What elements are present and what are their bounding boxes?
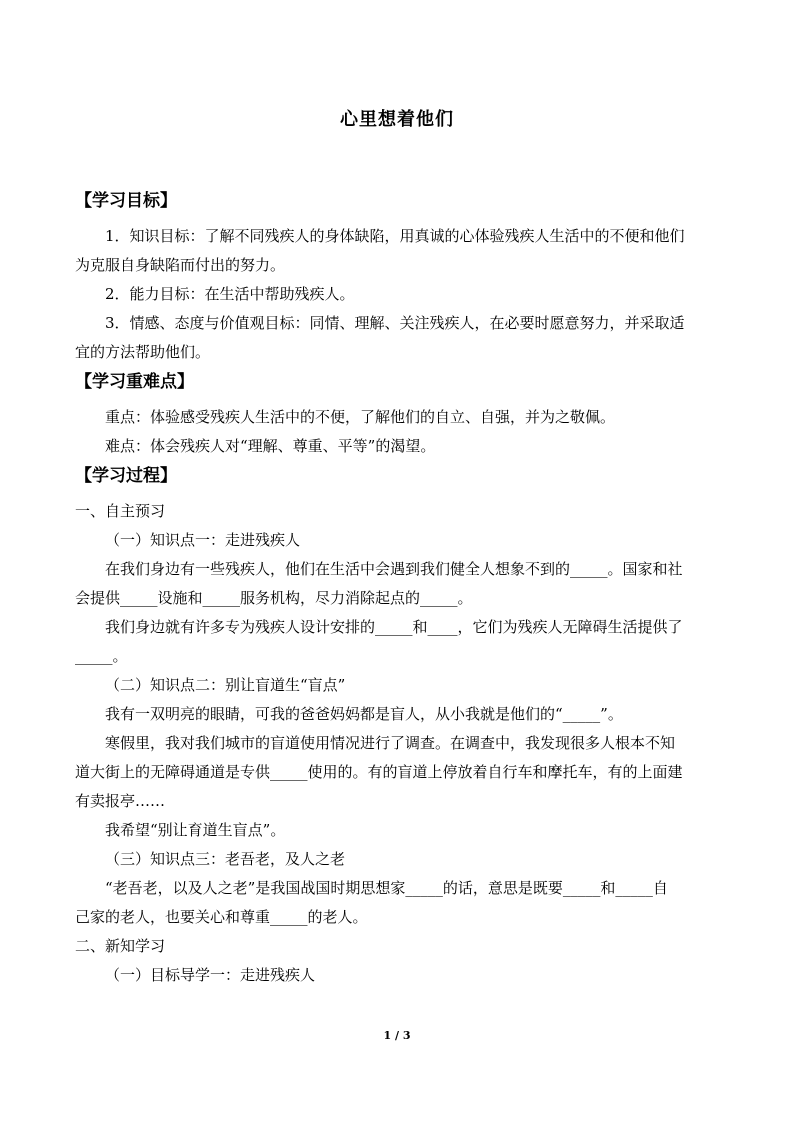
- section-heading-process: 【学习过程】: [75, 466, 177, 486]
- difficult-point: 难点：体会残疾人对“理解、尊重、平等”的渴望。: [105, 437, 436, 455]
- knowledge-2-para-3: 我希望“别让育道生盲点”。: [105, 821, 286, 839]
- knowledge-2-para-2-line-2: 道大街上的无障碍通道是专供_____使用的。有的盲道上停放着自行车和摩托车，有的上面建: [75, 763, 683, 781]
- key-point: 重点：体验感受残疾人生活中的不便，了解他们的自立、自强，并为之敬佩。: [105, 408, 616, 426]
- page-number: 1 / 3: [383, 1029, 411, 1042]
- knowledge-2-para-1: 我有一双明亮的眼睛，可我的爸爸妈妈都是盲人，从小我就是他们的“_____”。: [105, 705, 623, 723]
- knowledge-3-title: （三）知识点三：老吾老，及人之老: [105, 850, 346, 868]
- knowledge-2-para-2-line-3: 有卖报亭……: [75, 792, 166, 810]
- goal-3-line-1: 3．情感、态度与价值观目标：同情、理解、关注残疾人，在必要时愿意努力，并采取适: [105, 314, 685, 332]
- goal-3-line-2: 宜的方法帮助他们。: [75, 343, 211, 361]
- knowledge-3-para-1-line-1: “老吾老，以及人之老”是我国战国时期思想家_____的话，意思是既要_____和_____自: [105, 879, 668, 897]
- guide-1-title: （一）目标导学一：走进残疾人: [105, 966, 316, 984]
- goal-1-line-1: 1．知识目标：了解不同残疾人的身体缺陷，用真诚的心体验残疾人生活中的不便和他们: [105, 227, 685, 245]
- part-1-title: 一、自主预习: [75, 502, 166, 520]
- knowledge-1-para-1-line-2: 会提供_____设施和_____服务机构，尽力消除起点的_____。: [75, 589, 473, 607]
- section-heading-goals: 【学习目标】: [75, 191, 177, 211]
- knowledge-3-para-1-line-2: 己家的老人，也要关心和尊重_____的老人。: [75, 908, 368, 926]
- document-body: [75, 186, 725, 990]
- knowledge-1-para-2-line-1: 我们身边就有许多专为残疾人设计安排的_____和____，它们为残疾人无障碍生活提供了: [105, 618, 683, 636]
- knowledge-1-title: （一）知识点一：走进残疾人: [105, 531, 301, 549]
- knowledge-1-para-2-line-2: _____。: [75, 647, 128, 665]
- knowledge-2-title: （二）知识点二：别让盲道生“盲点”: [105, 676, 346, 694]
- section-heading-key-points: 【学习重难点】: [75, 372, 194, 392]
- goal-2: 2．能力目标：在生活中帮助残疾人。: [105, 285, 355, 303]
- part-2-title: 二、新知学习: [75, 937, 166, 955]
- page-title: 心里想着他们: [340, 109, 454, 130]
- goal-1-line-2: 为克服自身缺陷而付出的努力。: [75, 256, 286, 274]
- knowledge-1-para-1-line-1: 在我们身边有一些残疾人，他们在生活中会遇到我们健全人想象不到的_____。国家和社: [105, 560, 683, 578]
- knowledge-2-para-2-line-1: 寒假里，我对我们城市的盲道使用情况进行了调查。在调查中，我发现很多人根本不知: [105, 734, 676, 752]
